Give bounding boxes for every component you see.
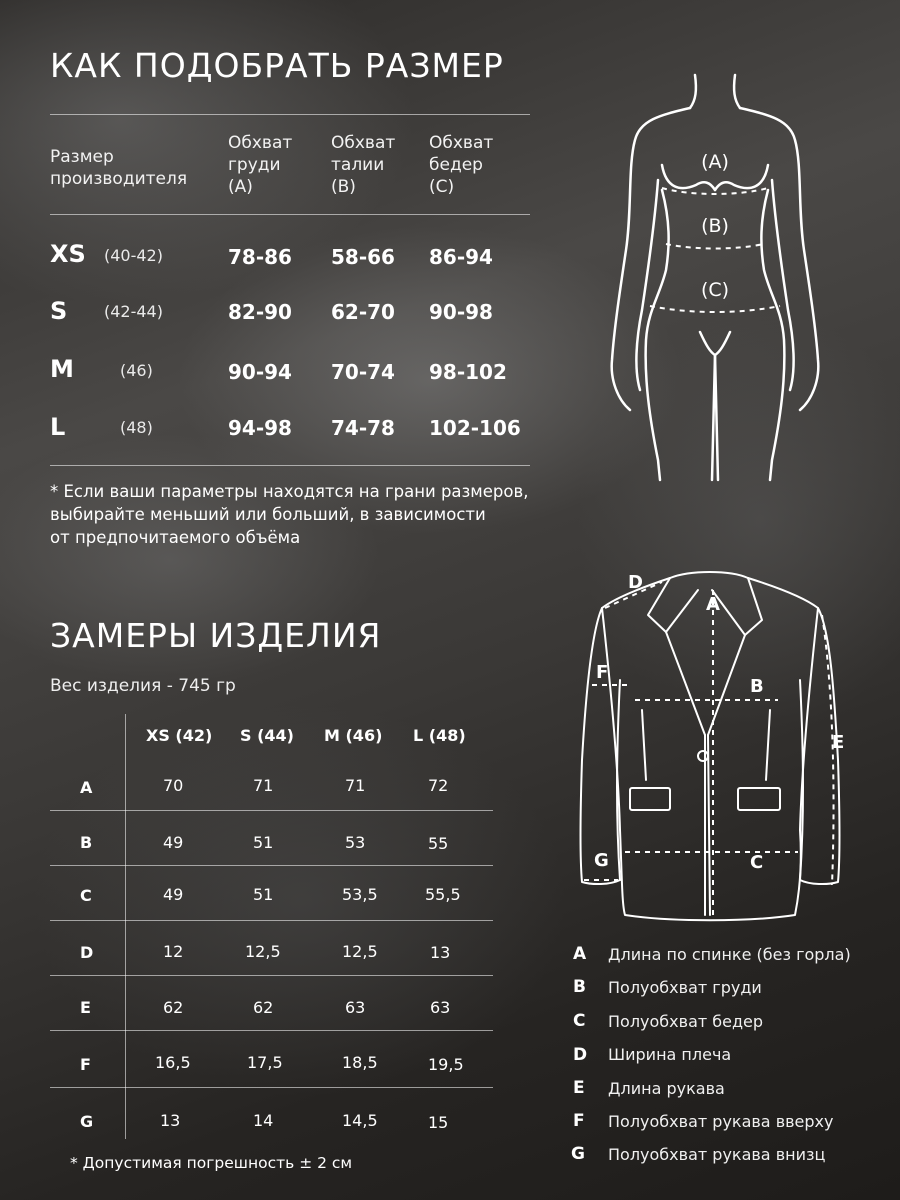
table-cell: 19,5	[428, 1055, 464, 1074]
hips-value: 102-106	[429, 416, 521, 440]
chest-value: 78-86	[228, 245, 292, 269]
jacket-label-b: B	[750, 676, 764, 697]
table-cell: 14	[253, 1111, 274, 1130]
jacket-label-a: A	[706, 594, 720, 615]
table-cell: 18,5	[342, 1053, 378, 1072]
hips-value: 90-98	[429, 300, 493, 324]
tolerance-note: * Допустимая погрешность ± 2 см	[70, 1154, 353, 1172]
row-label: C	[80, 886, 92, 905]
divider	[50, 114, 530, 115]
divider	[50, 920, 493, 921]
column-header: M (46)	[324, 726, 383, 745]
table-cell: 62	[163, 998, 184, 1017]
table-cell: 72	[428, 776, 449, 795]
table-cell: 17,5	[247, 1053, 283, 1072]
row-label: G	[80, 1112, 94, 1131]
column-header: XS (42)	[146, 726, 213, 745]
divider	[50, 214, 530, 215]
table-cell: 71	[345, 776, 366, 795]
body-figure-illustration	[600, 70, 830, 490]
table-cell: 71	[253, 776, 274, 795]
table-cell: 55,5	[425, 885, 461, 904]
table-cell: 12,5	[245, 942, 281, 961]
header-chest: Обхват груди (А)	[228, 133, 293, 197]
header-size: Размер производителя	[50, 147, 188, 189]
table-cell: 13	[160, 1111, 181, 1130]
hips-value: 98-102	[429, 360, 507, 384]
jacket-label-d: D	[628, 572, 643, 593]
row-label: B	[80, 833, 93, 852]
header-waist: Обхват талии (В)	[331, 133, 396, 197]
table-cell: 62	[253, 998, 274, 1017]
size-ru: (48)	[120, 418, 153, 437]
divider	[50, 975, 493, 976]
body-label-c: (C)	[700, 279, 730, 301]
table-cell: 15	[428, 1113, 449, 1132]
size-guide-title: КАК ПОДОБРАТЬ РАЗМЕР	[50, 46, 504, 85]
waist-value: 58-66	[331, 245, 395, 269]
size-ru: (46)	[120, 361, 153, 380]
body-label-a: (A)	[701, 151, 729, 173]
jacket-label-e: E	[832, 732, 845, 753]
table-cell: 14,5	[342, 1111, 378, 1130]
table-cell: 70	[163, 776, 184, 795]
table-vertical-divider	[125, 714, 126, 1139]
column-header: S (44)	[240, 726, 294, 745]
chest-value: 94-98	[228, 416, 292, 440]
table-cell: 16,5	[155, 1053, 191, 1072]
chest-value: 90-94	[228, 360, 292, 384]
jacket-label-g: G	[594, 850, 609, 871]
table-cell: 12	[163, 942, 184, 961]
size-label: M	[50, 355, 74, 383]
body-label-b: (B)	[701, 215, 729, 237]
header-hips: Обхват бедер (С)	[429, 133, 494, 197]
table-cell: 63	[430, 998, 451, 1017]
divider	[50, 865, 493, 866]
measurements-title: ЗАМЕРЫ ИЗДЕЛИЯ	[50, 616, 382, 655]
table-cell: 51	[253, 885, 274, 904]
column-header: L (48)	[413, 726, 466, 745]
size-label: L	[50, 413, 66, 441]
row-label: A	[80, 778, 93, 797]
table-cell: 63	[345, 998, 366, 1017]
table-cell: 49	[163, 833, 184, 852]
divider	[50, 465, 530, 466]
waist-value: 70-74	[331, 360, 395, 384]
size-ru: (42-44)	[104, 302, 163, 321]
table-cell: 53	[345, 833, 366, 852]
waist-value: 74-78	[331, 416, 395, 440]
jacket-label-f: F	[596, 662, 609, 683]
row-label: F	[80, 1055, 91, 1074]
hips-value: 86-94	[429, 245, 493, 269]
row-label: D	[80, 943, 94, 962]
row-label: E	[80, 998, 91, 1017]
table-cell: 13	[430, 943, 451, 962]
jacket-illustration	[570, 560, 860, 930]
table-cell: 51	[253, 833, 274, 852]
chest-value: 82-90	[228, 300, 292, 324]
size-label: XS	[50, 240, 86, 268]
table-cell: 53,5	[342, 885, 378, 904]
size-note: * Если ваши параметры находятся на грани размеров, выбирайте меньший или больший, в зависимости от предпочитаемого объёма	[50, 482, 529, 547]
waist-value: 62-70	[331, 300, 395, 324]
jacket-label-c: C	[750, 852, 764, 873]
divider	[50, 1030, 493, 1031]
size-label: S	[50, 297, 68, 325]
item-weight: Вес изделия - 745 гр	[50, 676, 236, 696]
table-cell: 12,5	[342, 942, 378, 961]
table-cell: 49	[163, 885, 184, 904]
divider	[50, 1087, 493, 1088]
size-ru: (40-42)	[104, 246, 163, 265]
divider	[50, 810, 493, 811]
table-cell: 55	[428, 834, 449, 853]
